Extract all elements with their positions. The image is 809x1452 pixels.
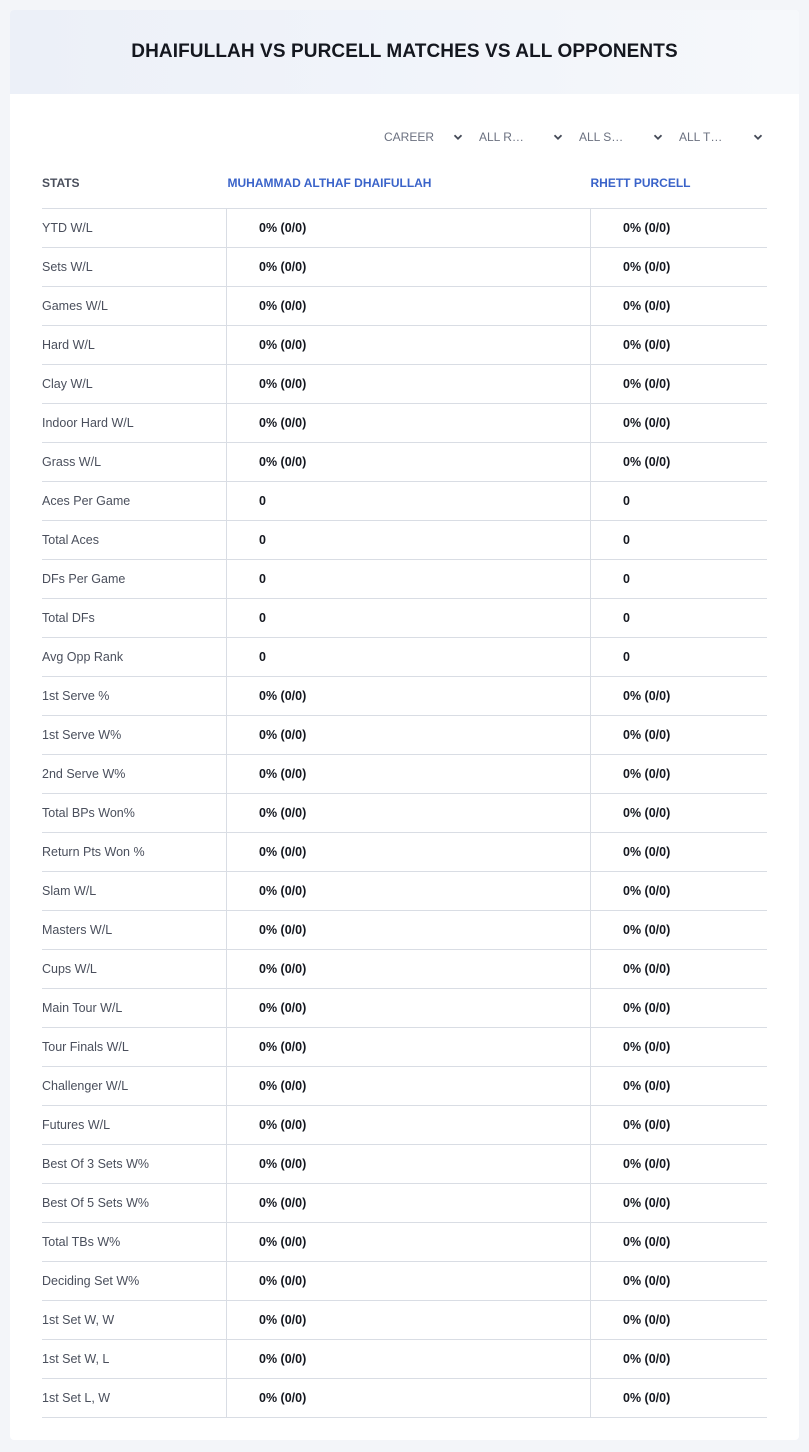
player2-value: 0% (0/0) [590, 872, 767, 910]
player2-link[interactable]: RHETT PURCELL [590, 176, 691, 190]
table-row [42, 560, 767, 599]
stat-label: Cups W/L [42, 962, 97, 976]
period-filter-select[interactable] [384, 126, 464, 148]
table-header [42, 158, 767, 209]
table-row [42, 638, 767, 677]
table-row [42, 521, 767, 560]
stat-label: Clay W/L [42, 377, 93, 391]
stats-card [10, 10, 799, 1440]
table-row [42, 326, 767, 365]
player2-value: 0% (0/0) [590, 833, 767, 871]
player1-value: 0% (0/0) [226, 1028, 590, 1066]
player2-value: 0% (0/0) [590, 443, 767, 481]
table-row [42, 365, 767, 404]
surface-filter-select[interactable] [579, 126, 664, 148]
player1-value: 0% (0/0) [226, 287, 590, 325]
player2-value: 0 [590, 560, 767, 598]
player2-value: 0% (0/0) [590, 1067, 767, 1105]
table-row [42, 1301, 767, 1340]
player1-value: 0% (0/0) [226, 1301, 590, 1339]
player1-value: 0% (0/0) [226, 677, 590, 715]
player2-value: 0% (0/0) [590, 1379, 767, 1417]
stat-label: Slam W/L [42, 884, 97, 898]
table-row [42, 911, 767, 950]
table-body [42, 209, 767, 1418]
table-row [42, 404, 767, 443]
player1-value: 0% (0/0) [226, 1067, 590, 1105]
page-title: DHAIFULLAH VS PURCELL MATCHES VS ALL OPPONENTS [131, 41, 678, 62]
surface-filter-label: ALL S… [579, 130, 624, 144]
stat-label: Grass W/L [42, 455, 102, 469]
table-row [42, 1223, 767, 1262]
player2-value: 0% (0/0) [590, 287, 767, 325]
stat-label: Best Of 5 Sets W% [42, 1196, 149, 1210]
player1-value: 0% (0/0) [226, 404, 590, 442]
stats-table [42, 158, 767, 1418]
stat-label: Avg Opp Rank [42, 650, 124, 664]
table-row [42, 1379, 767, 1418]
card-header [10, 10, 799, 94]
player1-value: 0% (0/0) [226, 1262, 590, 1300]
chevron-down-icon [752, 131, 764, 143]
player1-value: 0% (0/0) [226, 989, 590, 1027]
player1-value: 0% (0/0) [226, 872, 590, 910]
table-row [42, 950, 767, 989]
round-filter-select[interactable] [479, 126, 564, 148]
player2-value: 0% (0/0) [590, 1223, 767, 1261]
player1-value: 0% (0/0) [226, 209, 590, 247]
table-row [42, 1262, 767, 1301]
player2-value: 0% (0/0) [590, 1340, 767, 1378]
stat-label: 1st Set W, L [42, 1352, 110, 1366]
player2-value: 0% (0/0) [590, 716, 767, 754]
player2-value: 0% (0/0) [590, 1184, 767, 1222]
player1-value: 0% (0/0) [226, 950, 590, 988]
table-row [42, 1106, 767, 1145]
player2-value: 0% (0/0) [590, 755, 767, 793]
stat-label: Deciding Set W% [42, 1274, 140, 1288]
stat-label: Games W/L [42, 299, 108, 313]
stat-label: Total DFs [42, 611, 95, 625]
player1-value: 0% (0/0) [226, 326, 590, 364]
table-row [42, 482, 767, 521]
table-row [42, 287, 767, 326]
table-row [42, 716, 767, 755]
chevron-down-icon [652, 131, 664, 143]
player1-value: 0 [226, 638, 590, 676]
player2-value: 0% (0/0) [590, 989, 767, 1027]
player2-value: 0% (0/0) [590, 950, 767, 988]
player1-value: 0% (0/0) [226, 911, 590, 949]
player2-value: 0% (0/0) [590, 1028, 767, 1066]
table-row [42, 755, 767, 794]
table-row [42, 1028, 767, 1067]
stat-label: Best Of 3 Sets W% [42, 1157, 149, 1171]
stat-label: 1st Set W, W [42, 1313, 115, 1327]
player1-value: 0% (0/0) [226, 1379, 590, 1417]
player1-value: 0% (0/0) [226, 716, 590, 754]
stats-column-header: STATS [42, 176, 80, 190]
stat-label: DFs Per Game [42, 572, 126, 586]
player1-value: 0% (0/0) [226, 794, 590, 832]
table-row [42, 833, 767, 872]
player2-value: 0% (0/0) [590, 911, 767, 949]
player2-value: 0% (0/0) [590, 677, 767, 715]
stat-label: Futures W/L [42, 1118, 111, 1132]
player1-value: 0 [226, 521, 590, 559]
filter-bar [10, 126, 799, 148]
stat-label: Total BPs Won% [42, 806, 135, 820]
stat-label: Total TBs W% [42, 1235, 121, 1249]
table-row [42, 1145, 767, 1184]
player2-value: 0 [590, 482, 767, 520]
stat-label: 1st Serve W% [42, 728, 122, 742]
player1-value: 0% (0/0) [226, 1106, 590, 1144]
player2-value: 0% (0/0) [590, 248, 767, 286]
stat-label: Tour Finals W/L [42, 1040, 129, 1054]
player1-value: 0% (0/0) [226, 365, 590, 403]
stat-label: 1st Set L, W [42, 1391, 111, 1405]
tournament-filter-select[interactable] [679, 126, 764, 148]
stat-label: 1st Serve % [42, 689, 110, 703]
player1-value: 0% (0/0) [226, 1340, 590, 1378]
player1-value: 0 [226, 599, 590, 637]
stat-label: Masters W/L [42, 923, 113, 937]
table-row [42, 872, 767, 911]
player1-value: 0 [226, 482, 590, 520]
stat-label: 2nd Serve W% [42, 767, 126, 781]
player1-value: 0% (0/0) [226, 1223, 590, 1261]
player2-value: 0% (0/0) [590, 1145, 767, 1183]
table-row [42, 1340, 767, 1379]
stat-label: Indoor Hard W/L [42, 416, 134, 430]
player2-value: 0% (0/0) [590, 1301, 767, 1339]
stat-label: Sets W/L [42, 260, 93, 274]
stat-label: Main Tour W/L [42, 1001, 123, 1015]
stat-label: Hard W/L [42, 338, 95, 352]
player1-link[interactable]: MUHAMMAD ALTHAF DHAIFULLAH [227, 176, 432, 190]
player1-value: 0% (0/0) [226, 248, 590, 286]
player1-value: 0% (0/0) [226, 1145, 590, 1183]
table-row [42, 677, 767, 716]
player1-value: 0% (0/0) [226, 443, 590, 481]
round-filter-label: ALL R… [479, 130, 524, 144]
period-filter-label: CAREER [384, 130, 435, 144]
player1-value: 0% (0/0) [226, 833, 590, 871]
player2-value: 0% (0/0) [590, 209, 767, 247]
table-row [42, 443, 767, 482]
table-row [42, 1184, 767, 1223]
player2-value: 0% (0/0) [590, 794, 767, 832]
player2-value: 0 [590, 599, 767, 637]
table-row [42, 989, 767, 1028]
player1-value: 0 [226, 560, 590, 598]
player2-value: 0% (0/0) [590, 404, 767, 442]
stat-label: Challenger W/L [42, 1079, 129, 1093]
chevron-down-icon [552, 131, 564, 143]
player2-value: 0 [590, 521, 767, 559]
table-row [42, 1067, 767, 1106]
player2-value: 0% (0/0) [590, 1106, 767, 1144]
table-row [42, 794, 767, 833]
table-row [42, 248, 767, 287]
table-row [42, 599, 767, 638]
chevron-down-icon [452, 131, 464, 143]
player1-value: 0% (0/0) [226, 755, 590, 793]
table-row [42, 209, 767, 248]
stat-label: Aces Per Game [42, 494, 131, 508]
player2-value: 0% (0/0) [590, 1262, 767, 1300]
player2-value: 0% (0/0) [590, 365, 767, 403]
player1-value: 0% (0/0) [226, 1184, 590, 1222]
stat-label: YTD W/L [42, 221, 93, 235]
stat-label: Total Aces [42, 533, 99, 547]
tournament-filter-label: ALL T… [679, 130, 723, 144]
player2-value: 0 [590, 638, 767, 676]
player2-value: 0% (0/0) [590, 326, 767, 364]
stat-label: Return Pts Won % [42, 845, 145, 859]
